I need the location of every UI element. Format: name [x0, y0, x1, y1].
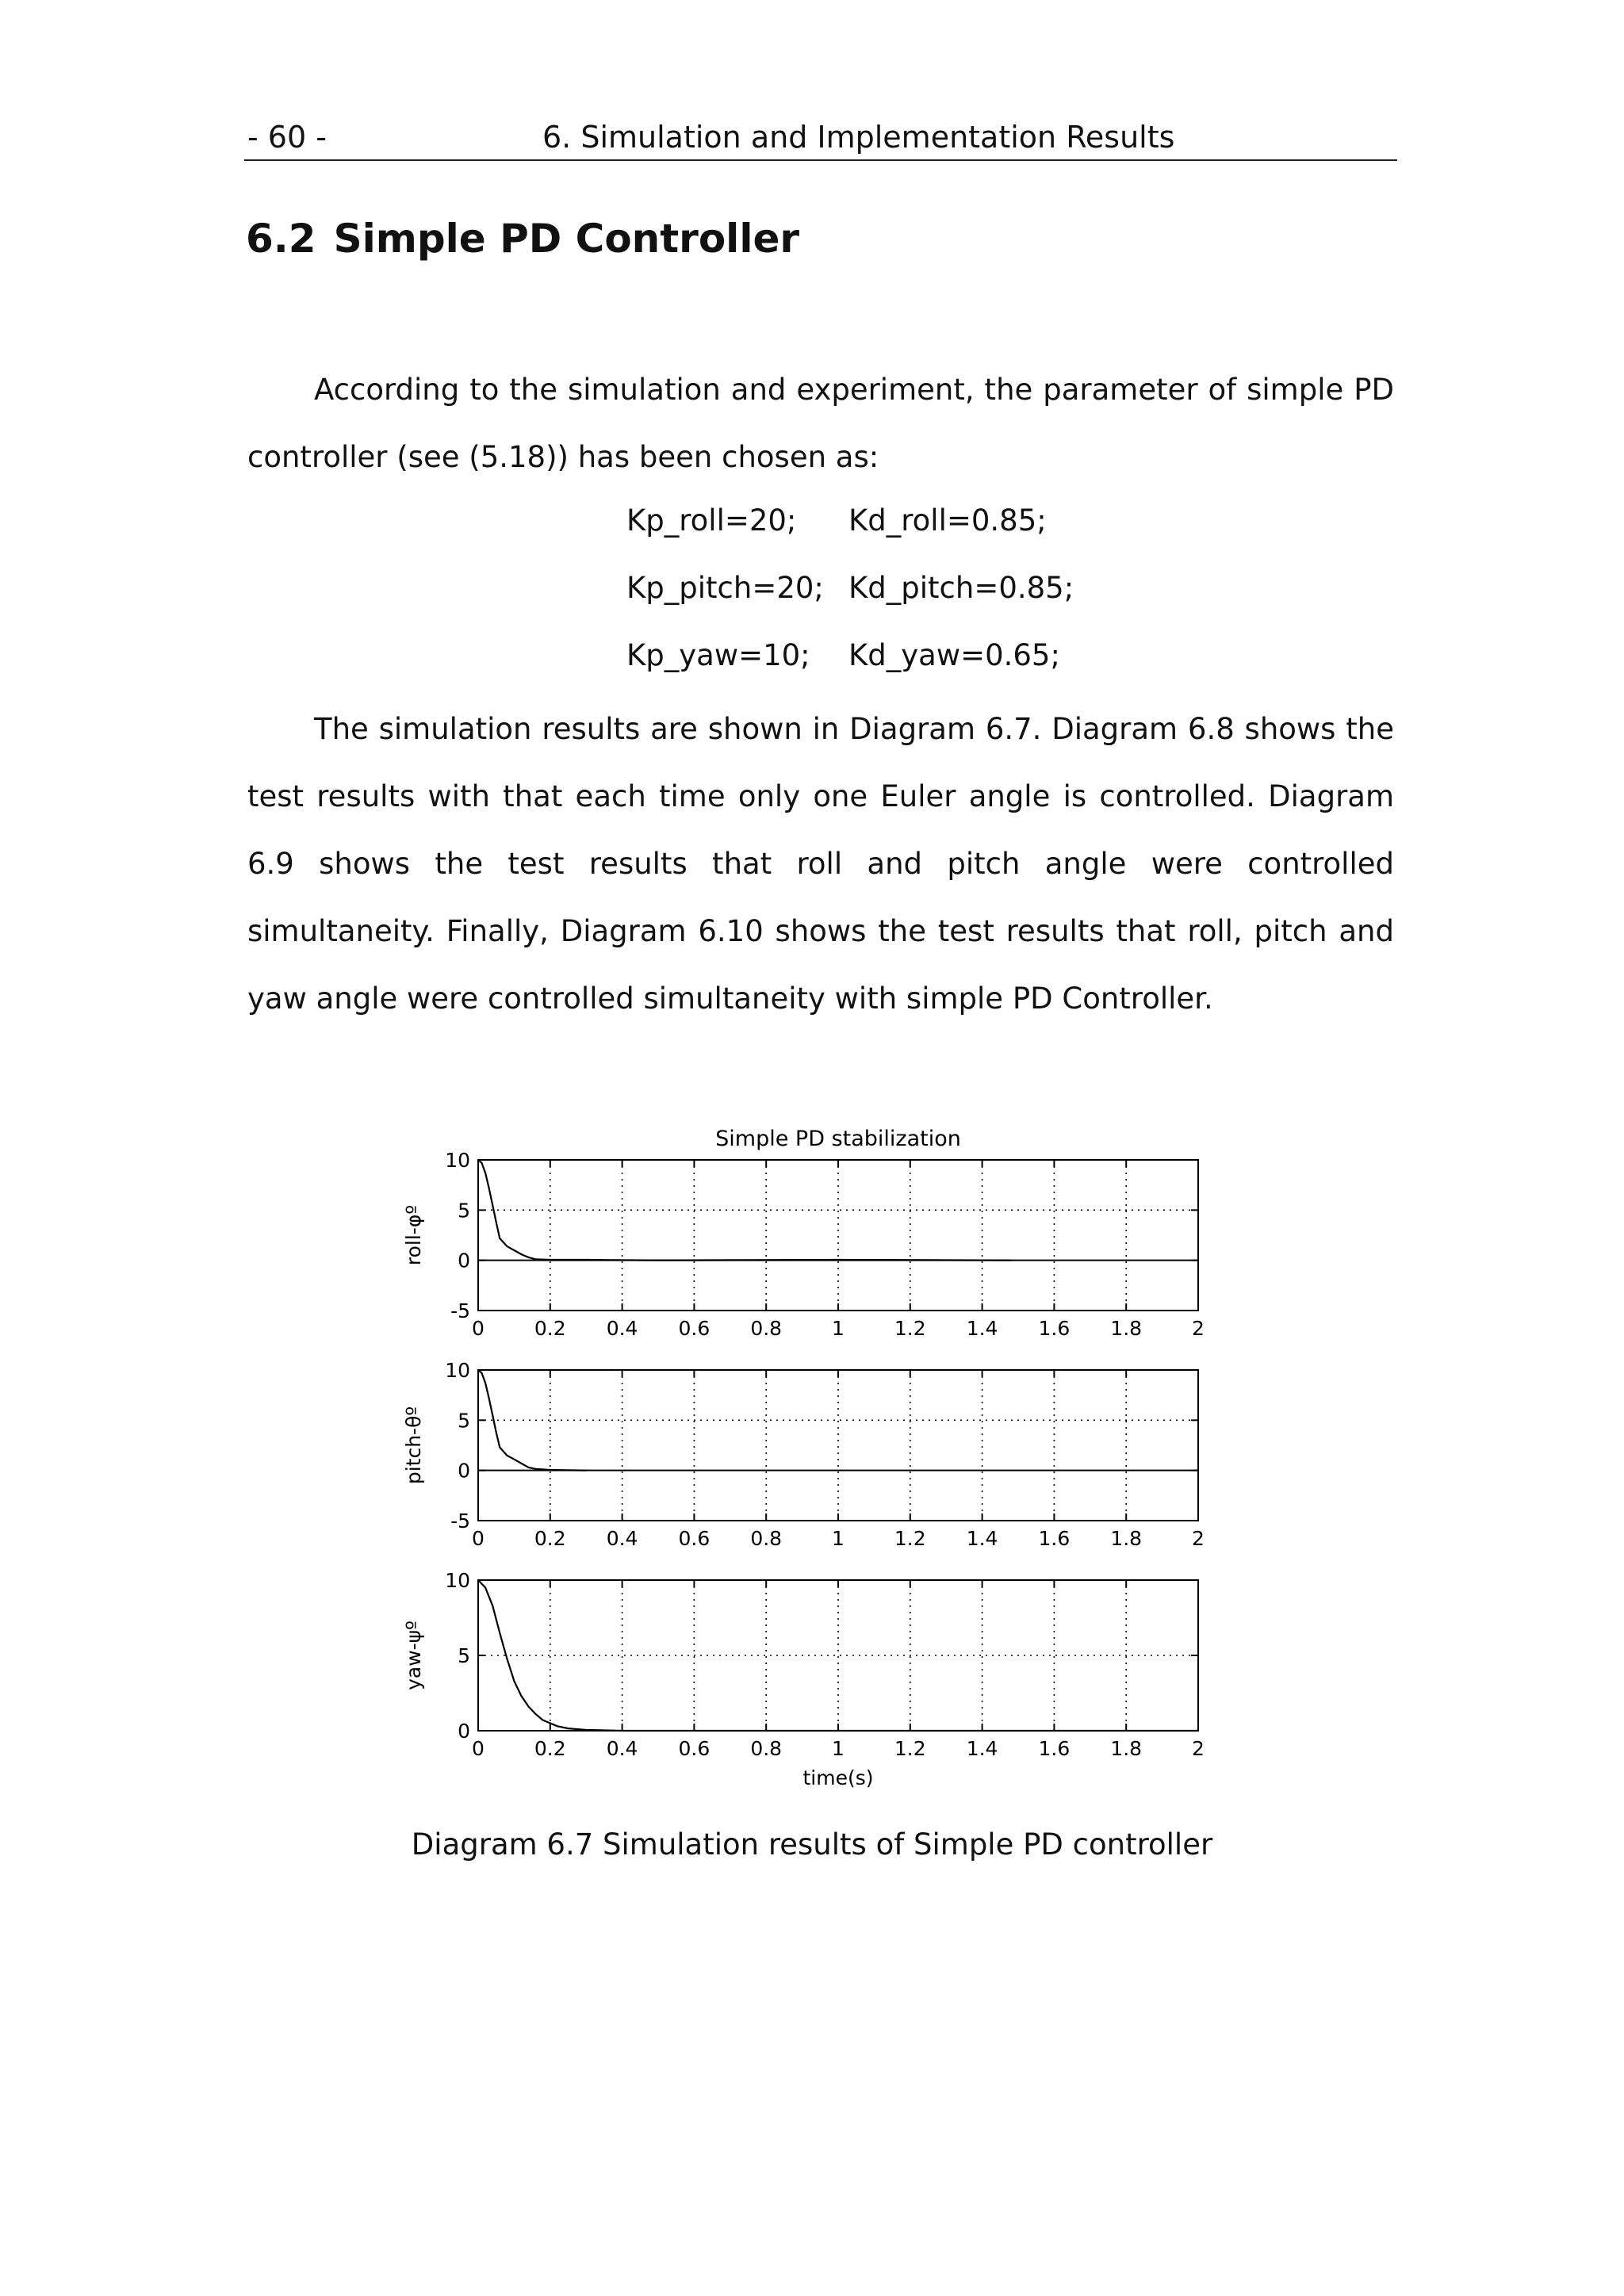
x-tick-label: 1.2 [894, 1737, 926, 1760]
x-tick-label: 1.8 [1110, 1527, 1143, 1550]
y-tick-label: 0 [458, 1459, 470, 1483]
x-tick-label: 2 [1192, 1527, 1205, 1550]
chart-figure [396, 1106, 1229, 1804]
y-tick-label: 10 [445, 1149, 470, 1172]
y-tick-label: 0 [458, 1720, 470, 1743]
kd-pitch: Kd_pitch=0.85; [848, 571, 1074, 605]
x-tick-label: 0.2 [534, 1737, 566, 1760]
y-axis-label: roll-φº [402, 1204, 425, 1266]
x-tick-label: 0.4 [606, 1317, 638, 1340]
x-tick-label: 1.8 [1110, 1317, 1143, 1340]
kp-roll: Kp_roll=20; [626, 503, 797, 538]
series-line [478, 1370, 586, 1471]
kd-roll: Kd_roll=0.85; [848, 503, 1047, 538]
kp-pitch: Kp_pitch=20; [626, 571, 824, 605]
x-tick-label: 1.2 [894, 1527, 926, 1550]
x-tick-label: 1.6 [1038, 1737, 1071, 1760]
y-tick-label: 5 [458, 1409, 470, 1433]
kd-yaw: Kd_yaw=0.65; [848, 638, 1060, 672]
chart-title: Simple PD stabilization [715, 1127, 961, 1151]
x-tick-label: 0.6 [678, 1527, 710, 1550]
x-tick-label: 0.8 [750, 1317, 783, 1340]
kp-yaw: Kp_yaw=10; [626, 638, 810, 672]
x-tick-label: 1.4 [966, 1737, 998, 1760]
page-header [244, 113, 1397, 161]
x-tick-label: 1 [832, 1317, 845, 1340]
x-tick-label: 0.2 [534, 1527, 566, 1550]
section-heading [246, 216, 799, 262]
running-title: 6. Simulation and Implementation Results [542, 120, 1175, 155]
x-tick-label: 0.6 [678, 1317, 710, 1340]
x-tick-label: 1 [832, 1527, 845, 1550]
y-tick-label: -5 [450, 1510, 470, 1533]
x-tick-label: 1.2 [894, 1317, 926, 1340]
y-tick-label: 10 [445, 1569, 470, 1592]
y-tick-label: 5 [458, 1199, 470, 1223]
x-tick-label: 1.4 [966, 1317, 998, 1340]
x-tick-label: 0 [472, 1317, 485, 1340]
x-tick-label: 1.6 [1038, 1317, 1071, 1340]
y-axis-label: pitch-θº [402, 1406, 425, 1485]
series-line [478, 1160, 1011, 1261]
section-title: Simple PD Controller [333, 216, 800, 262]
x-tick-label: 0.8 [750, 1527, 783, 1550]
y-tick-label: 5 [458, 1644, 470, 1667]
x-tick-label: 0.6 [678, 1737, 710, 1760]
x-tick-label: 0.2 [534, 1317, 566, 1340]
figure-simple-pd [396, 1106, 1229, 1804]
x-tick-label: 0.4 [606, 1527, 638, 1550]
page-number: - 60 - [247, 120, 327, 155]
x-tick-label: 1.8 [1110, 1737, 1143, 1760]
x-tick-label: 2 [1192, 1737, 1205, 1760]
x-tick-label: 0.8 [750, 1737, 783, 1760]
y-axis-label: yaw-ψº [402, 1621, 425, 1690]
intro-paragraph: According to the simulation and experiment, the parameter of simple PD controller (see (5.18)) has been chosen as: [247, 373, 1394, 474]
x-tick-label: 0 [472, 1737, 485, 1760]
y-tick-label: 10 [445, 1359, 470, 1382]
y-tick-label: -5 [450, 1299, 470, 1322]
results-paragraph: The simulation results are shown in Diagram 6.7. Diagram 6.8 shows the test results with that each time only one Euler angle is controlled. Diagram 6.9 shows the test results that roll and pitch angle were controlled simultaneity. Finally, Diagram 6.10 shows the test results that roll, pitch and yaw angle were controlled simultaneity with simple PD Controller. [247, 712, 1394, 1016]
x-tick-label: 1 [832, 1737, 845, 1760]
x-tick-label: 0 [472, 1527, 485, 1550]
y-tick-label: 0 [458, 1249, 470, 1272]
x-axis-label: time(s) [802, 1766, 874, 1789]
section-number: 6.2 [246, 216, 316, 262]
x-tick-label: 1.6 [1038, 1527, 1071, 1550]
figure-caption: Diagram 6.7 Simulation results of Simple PD controller [411, 1827, 1213, 1862]
x-tick-label: 1.4 [966, 1527, 998, 1550]
x-tick-label: 0.4 [606, 1737, 638, 1760]
x-tick-label: 2 [1192, 1317, 1205, 1340]
